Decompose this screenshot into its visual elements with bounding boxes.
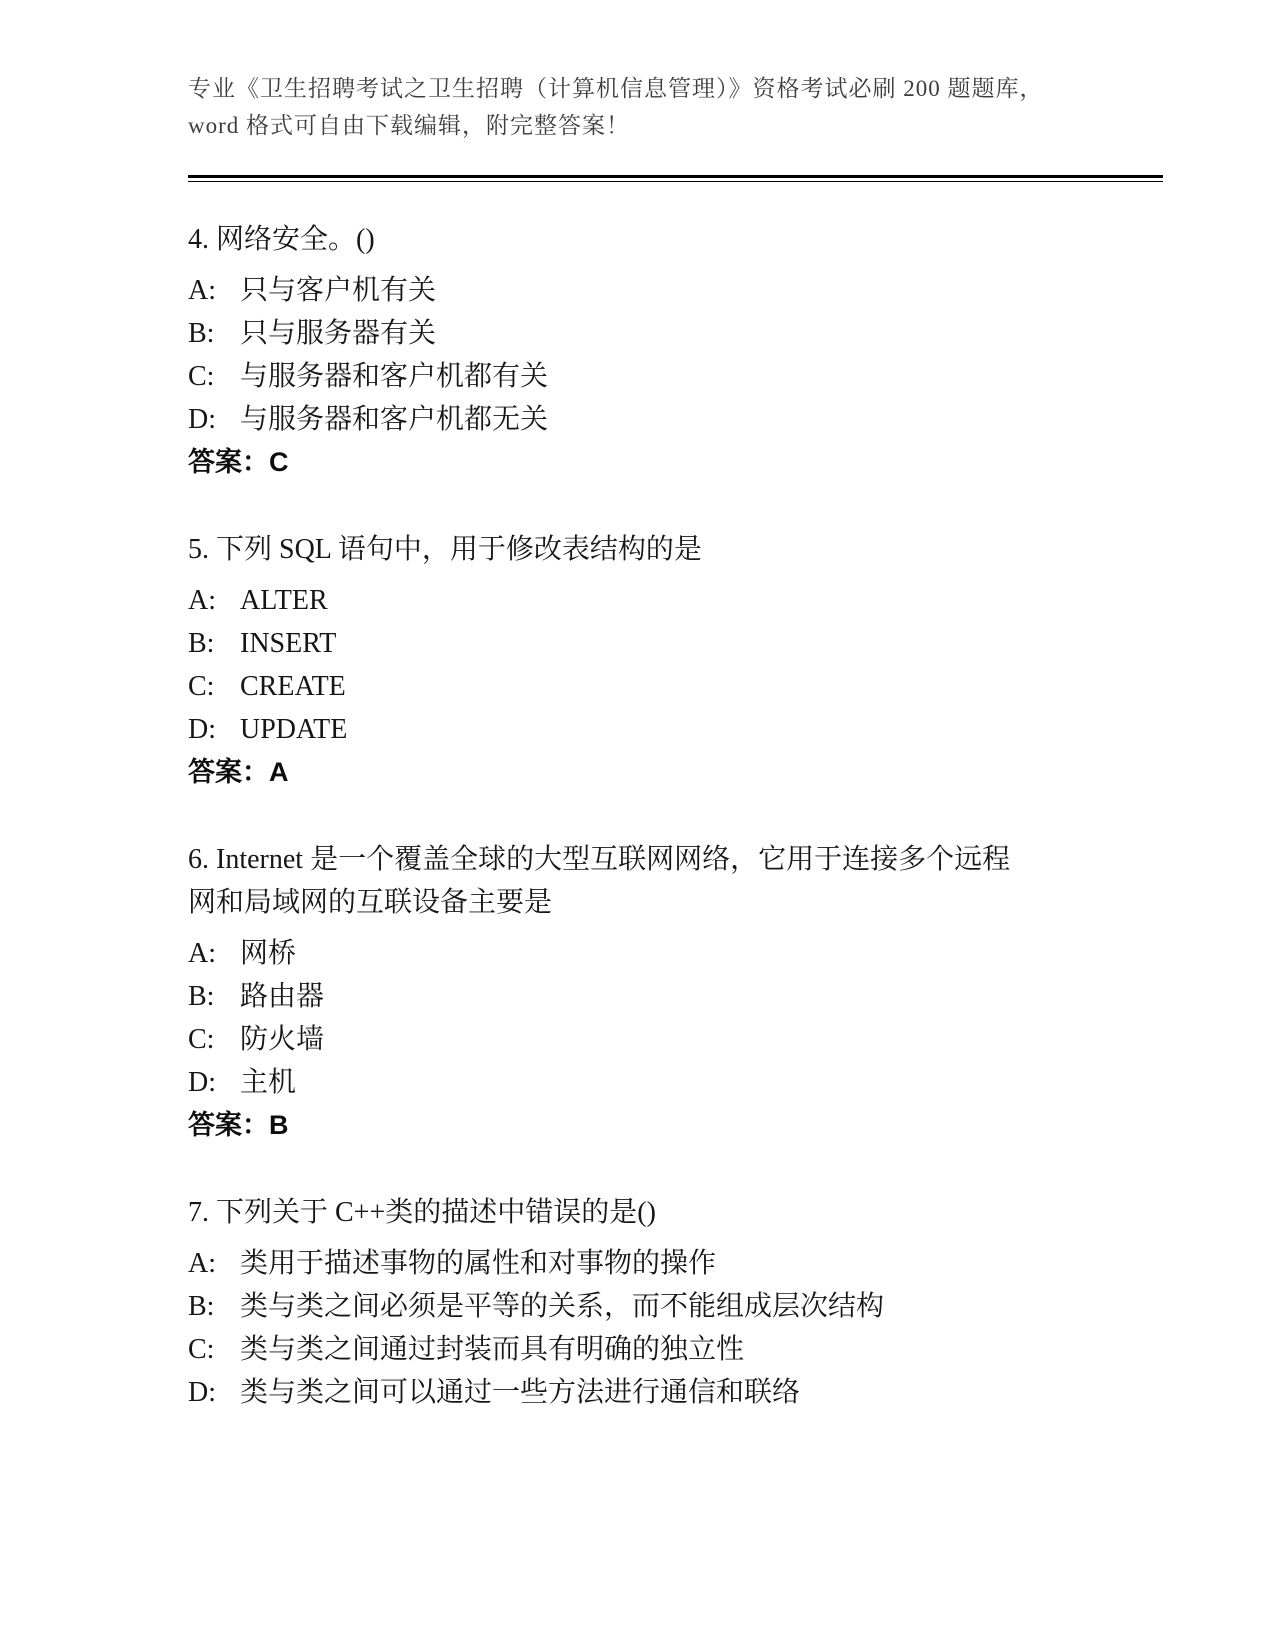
- option-text: 类与类之间必须是平等的关系，而不能组成层次结构: [240, 1291, 885, 1322]
- page-content: [188, 70, 1163, 1414]
- question-title: 4. 网络安全。(): [188, 224, 375, 255]
- answer-label: 答案：: [188, 447, 269, 477]
- option-text: UPDATE: [240, 714, 348, 745]
- option-row: [188, 1061, 1163, 1104]
- option-label: D:: [188, 404, 216, 435]
- option-row: [188, 1371, 1163, 1414]
- option-text: 只与服务器有关: [240, 318, 437, 349]
- option-row: [188, 708, 1163, 751]
- header-line-1: 专业《卫生招聘考试之卫生招聘（计算机信息管理）》资格考试必刷 200 题题库，: [188, 76, 1044, 101]
- option-label: A:: [188, 938, 216, 969]
- option-row: [188, 665, 1163, 708]
- option-text: INSERT: [240, 628, 337, 659]
- question-block-6: [188, 838, 1163, 1147]
- question-title: 5. 下列 SQL 语句中，用于修改表结构的是: [188, 534, 702, 565]
- header-line-2: word 格式可自由下载编辑，附完整答案！: [188, 113, 631, 138]
- option-label: A:: [188, 275, 216, 306]
- header-divider-rule: [188, 175, 1163, 182]
- answer-line: [188, 1104, 1163, 1147]
- question-block-7: [188, 1191, 1163, 1414]
- option-text: 主机: [240, 1067, 297, 1098]
- option-row: [188, 1328, 1163, 1371]
- option-label: A:: [188, 585, 216, 616]
- option-row: [188, 932, 1163, 975]
- question-block-5: [188, 528, 1163, 794]
- option-label: B:: [188, 318, 215, 349]
- option-text: 防火墙: [240, 1024, 325, 1055]
- option-row: [188, 355, 1163, 398]
- document-header: [188, 70, 1163, 144]
- answer-value: A: [269, 757, 289, 787]
- question-block-4: [188, 218, 1163, 484]
- option-list: [188, 1242, 1163, 1414]
- question-title-continued: 网和局域网的互联设备主要是: [188, 887, 553, 918]
- answer-value: C: [269, 447, 289, 477]
- question-title: 6. Internet 是一个覆盖全球的大型互联网网络，它用于连接多个远程: [188, 844, 1011, 875]
- option-text: 类与类之间可以通过一些方法进行通信和联络: [240, 1377, 801, 1408]
- option-text: 类与类之间通过封装而具有明确的独立性: [240, 1334, 745, 1365]
- option-label: A:: [188, 1248, 216, 1279]
- question-title: 7. 下列关于 C++类的描述中错误的是(): [188, 1197, 656, 1228]
- answer-label: 答案：: [188, 757, 269, 787]
- option-text: 与服务器和客户机都有关: [240, 361, 549, 392]
- option-row: [188, 269, 1163, 312]
- option-label: B:: [188, 1291, 215, 1322]
- option-text: 与服务器和客户机都无关: [240, 404, 549, 435]
- option-row: [188, 975, 1163, 1018]
- option-text: 网桥: [240, 938, 297, 969]
- option-row: [188, 1018, 1163, 1061]
- option-label: C:: [188, 671, 215, 702]
- option-text: CREATE: [240, 671, 346, 702]
- option-label: D:: [188, 1067, 216, 1098]
- option-row: [188, 398, 1163, 441]
- option-text: ALTER: [240, 585, 328, 616]
- option-text: 只与客户机有关: [240, 275, 437, 306]
- option-list: [188, 932, 1163, 1104]
- option-label: C:: [188, 1024, 215, 1055]
- question-list: [188, 218, 1163, 1414]
- option-row: [188, 312, 1163, 355]
- answer-line: [188, 751, 1163, 794]
- option-row: [188, 579, 1163, 622]
- answer-label: 答案：: [188, 1110, 269, 1140]
- answer-value: B: [269, 1110, 289, 1140]
- option-label: D:: [188, 1377, 216, 1408]
- option-label: D:: [188, 714, 216, 745]
- option-label: C:: [188, 361, 215, 392]
- option-row: [188, 622, 1163, 665]
- answer-line: [188, 441, 1163, 484]
- option-list: [188, 579, 1163, 751]
- option-row: [188, 1285, 1163, 1328]
- option-row: [188, 1242, 1163, 1285]
- option-label: B:: [188, 628, 215, 659]
- option-text: 路由器: [240, 981, 325, 1012]
- option-list: [188, 269, 1163, 441]
- option-label: B:: [188, 981, 215, 1012]
- option-text: 类用于描述事物的属性和对事物的操作: [240, 1248, 717, 1279]
- option-label: C:: [188, 1334, 215, 1365]
